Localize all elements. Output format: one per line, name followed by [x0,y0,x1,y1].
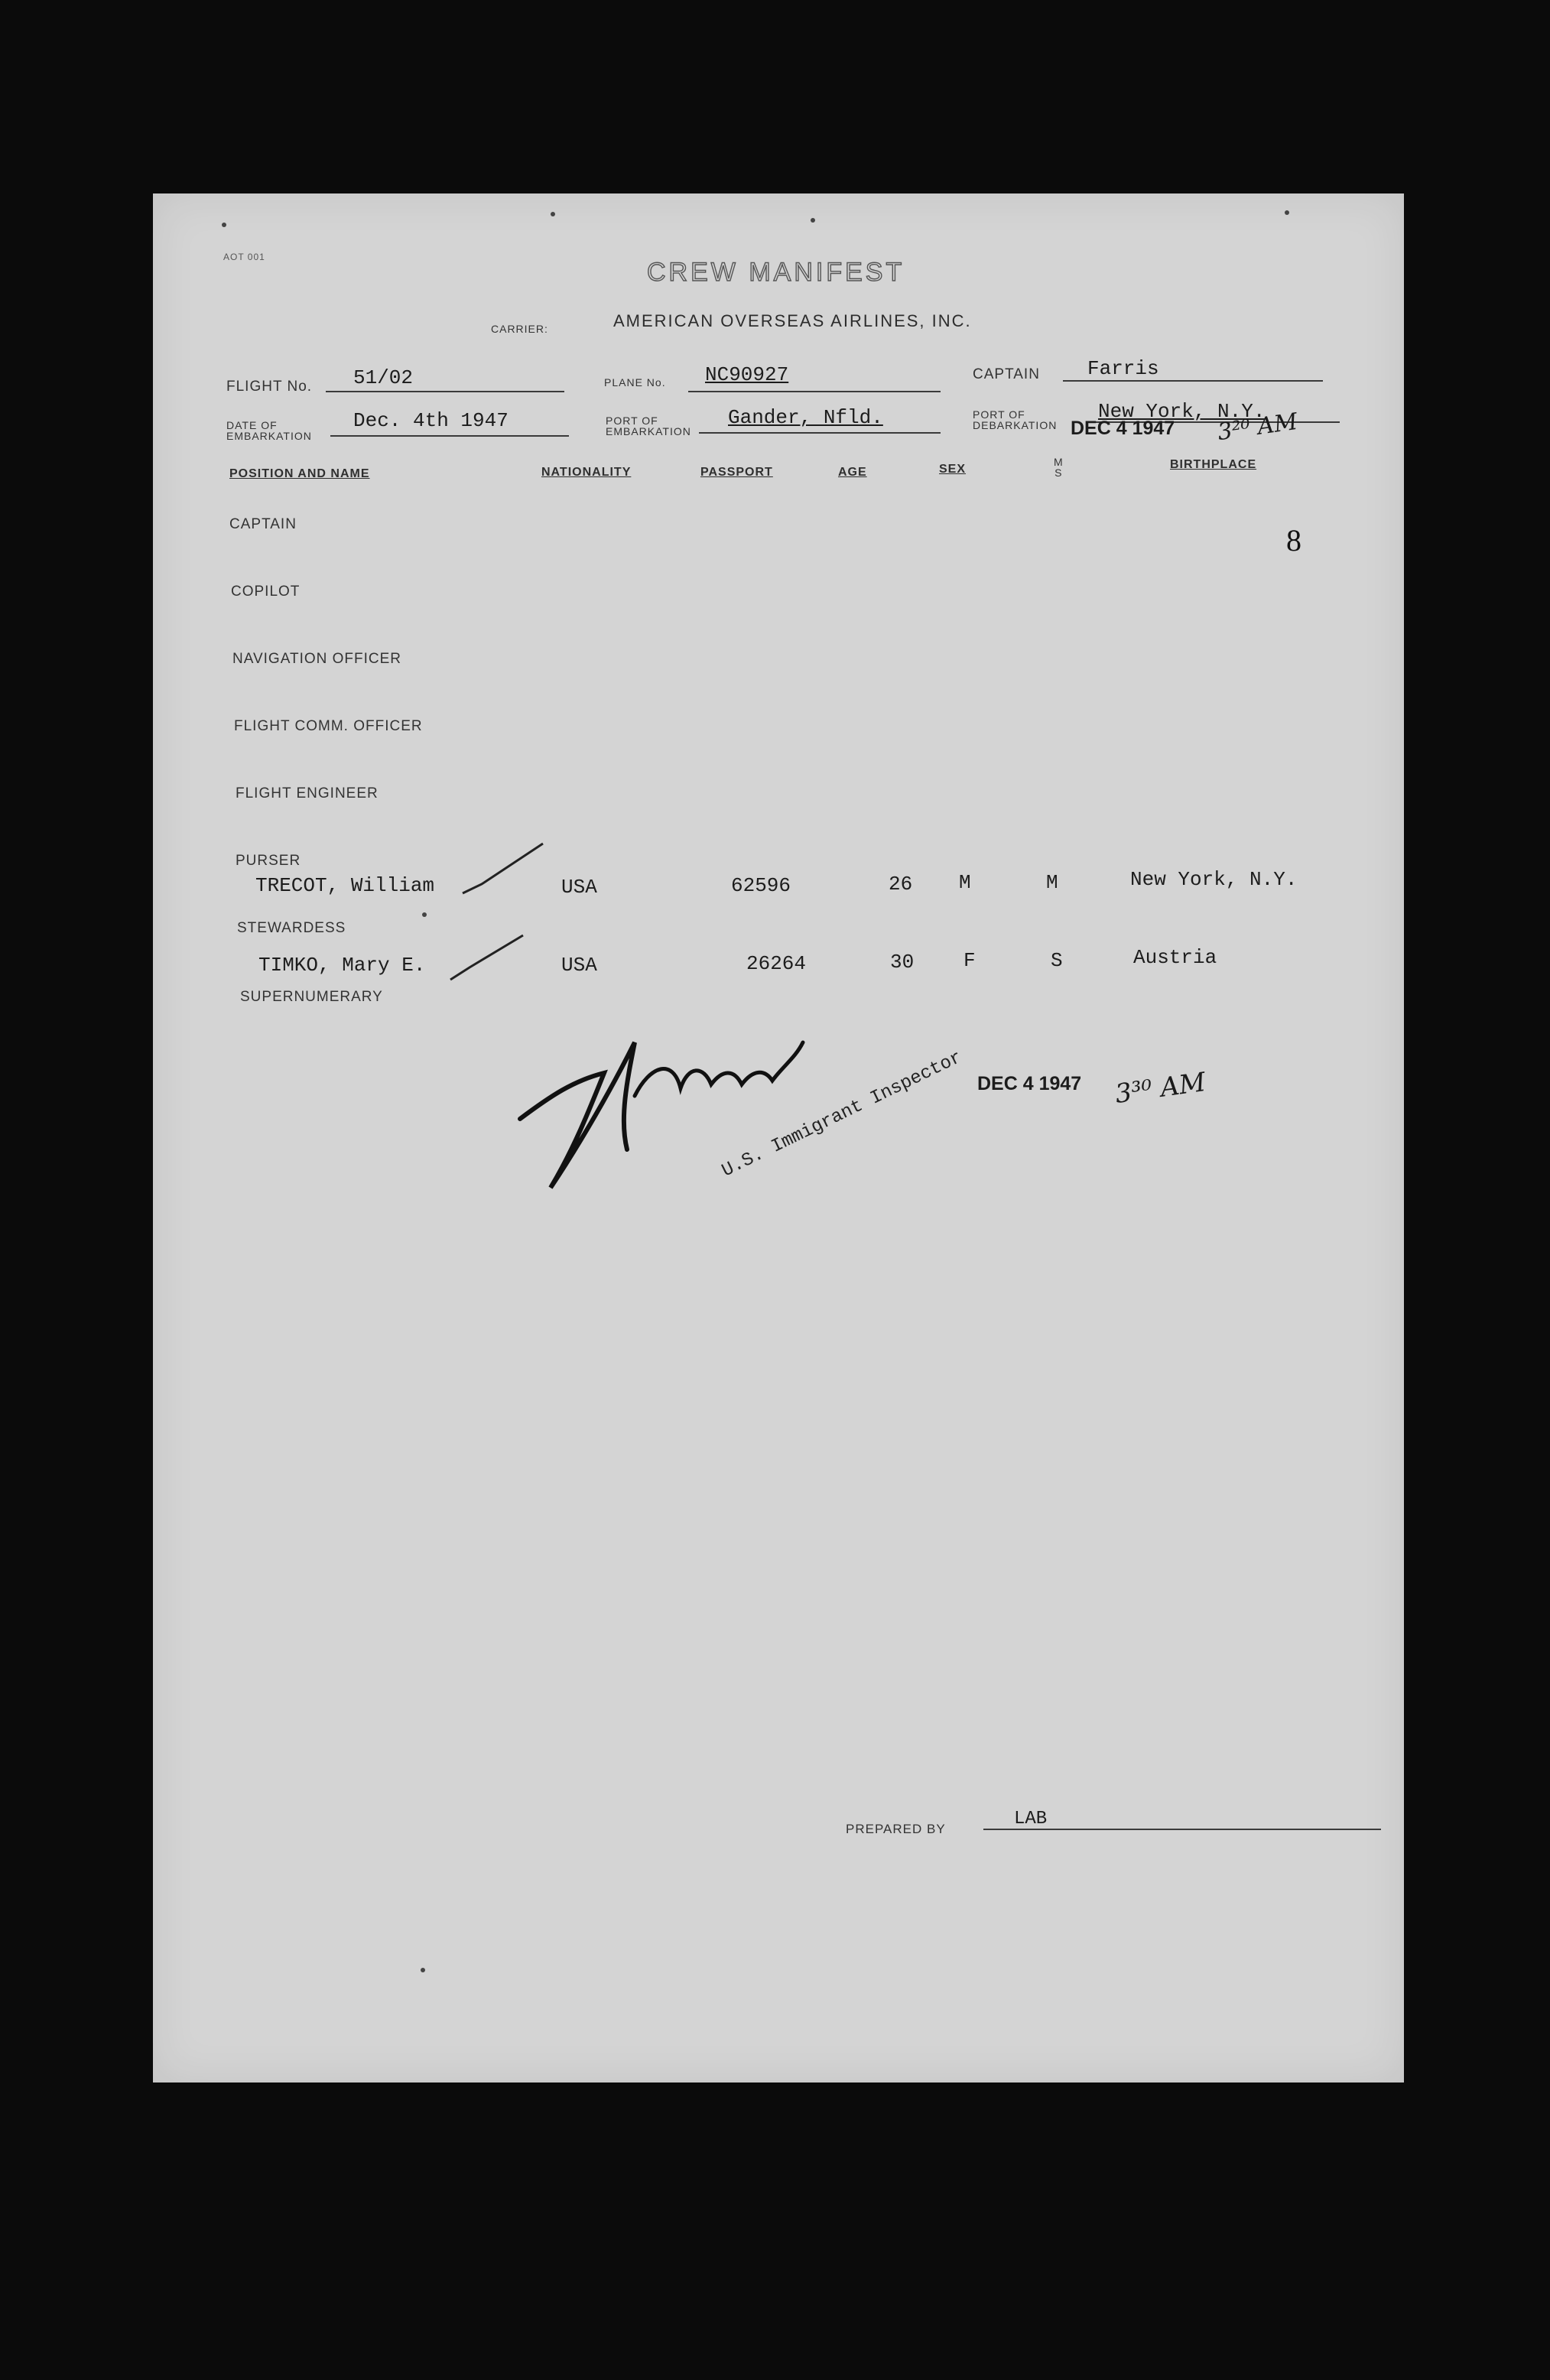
captain-label: CAPTAIN [973,366,1040,382]
col-birthplace: BIRTHPLACE [1170,458,1257,471]
plane-number: NC90927 [705,363,789,386]
date-underline [330,435,569,437]
inspection-time-handwritten: 3³⁰ AM [1113,1066,1208,1110]
crew-birthplace: New York, N.Y. [1130,868,1298,891]
inspector-signature [520,997,811,1211]
paper-speck [222,223,226,227]
crew-nationality: USA [561,876,597,899]
crew-marital: M [1046,871,1058,894]
col-sex: SEX [939,463,967,476]
port-embarkation-label [606,415,691,437]
flight-number: 51/02 [353,366,414,389]
col-age: AGE [838,466,867,479]
port-emb-label-line1: PORT OF [606,415,658,427]
crew-passport: 62596 [731,874,791,897]
crew-age: 30 [890,951,915,974]
crew-age: 26 [889,873,913,896]
embarkation-date: Dec. 4th 1947 [353,409,509,432]
paper-speck [551,212,555,216]
prepared-by-label: PREPARED BY [846,1822,946,1836]
carrier-label: CARRIER: [491,323,548,335]
prepared-by-underline [983,1829,1381,1830]
crew-name: TRECOT, William [255,874,435,897]
col-position: POSITION AND NAME [229,467,370,480]
crew-sex: F [963,949,976,972]
check-mark-icon [459,840,551,901]
col-marital-m: M [1054,456,1063,468]
carrier-name: AMERICAN OVERSEAS AIRLINES, INC. [613,311,972,330]
paper-speck [421,1968,425,1972]
row-stewardess: STEWARDESS [237,920,346,936]
captain-underline [1063,380,1323,382]
port-debarkation: New York, N.Y. [1098,400,1266,423]
form-number: AOT 001 [223,252,265,262]
flight-underline [326,391,564,392]
col-marital-s: S [1054,467,1062,479]
page-number: 8 [1286,523,1301,558]
paper-speck [1285,210,1289,215]
page-title: CREW MANIFEST [647,258,905,287]
crew-marital: S [1051,949,1063,972]
row-copilot: COPILOT [231,584,301,600]
row-purser: PURSER [236,853,301,869]
col-marital [1054,457,1063,478]
port-emb-underline [699,432,941,434]
row-flight-engineer: FLIGHT ENGINEER [236,785,379,801]
crew-birthplace: Austria [1133,946,1217,969]
port-embarkation: Gander, Nfld. [728,406,883,429]
captain-name: Farris [1087,357,1159,380]
port-deb-label-line2: DEBARKATION [973,419,1058,431]
port-emb-label-line2: EMBARKATION [606,425,691,437]
plane-label: PLANE No. [604,376,666,389]
crew-nationality: USA [561,954,597,977]
date-label-line2: EMBARKATION [226,430,312,442]
row-flight-comm-officer: FLIGHT COMM. OFFICER [234,718,423,734]
arrival-time-handwritten: 3²⁰ AM [1216,408,1299,447]
flight-label: FLIGHT No. [226,379,313,395]
port-debarkation-label [973,409,1057,431]
prepared-by-value: LAB [1014,1809,1048,1829]
paper-speck [811,218,815,223]
row-captain: CAPTAIN [229,516,297,532]
crew-name: TIMKO, Mary E. [258,954,426,977]
row-supernumerary: SUPERNUMERARY [240,989,383,1005]
date-label [226,420,312,441]
manifest-page [153,193,1404,2082]
arrival-date-stamp: DEC 4 1947 [1071,418,1175,439]
crew-sex: M [959,871,971,894]
inspection-date: DEC 4 1947 [977,1073,1082,1094]
date-label-line1: DATE OF [226,419,278,431]
col-nationality: NATIONALITY [541,466,632,479]
row-navigation-officer: NAVIGATION OFFICER [232,651,402,667]
crew-passport: 26264 [746,952,807,975]
col-passport: PASSPORT [700,466,773,479]
plane-underline [688,391,941,392]
port-deb-label-line1: PORT OF [973,408,1025,421]
inspector-stamp: U.S. Immigrant Inspector [719,1047,966,1182]
paper-speck [422,912,427,917]
check-mark-icon [447,928,538,989]
